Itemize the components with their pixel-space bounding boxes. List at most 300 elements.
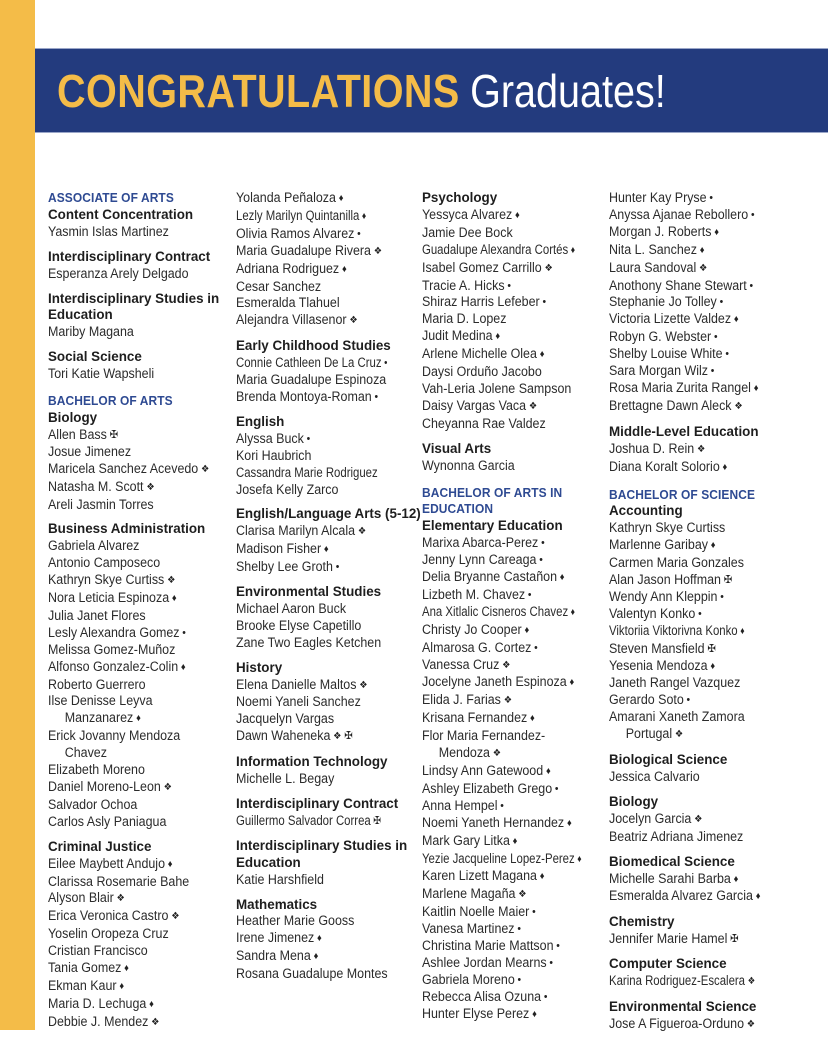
graduate-name-text: Mendoza: [438, 745, 490, 761]
graduate-name-text: Rebecca Alisa Ozuna: [422, 988, 542, 1004]
graduate-name: [236, 389, 426, 406]
graduate-name-text: Maria Guadalupe Espinoza: [236, 372, 387, 388]
graduate-name-text: Tori Katie Wapsheli: [48, 366, 155, 382]
bullet-marker-icon: •: [720, 590, 724, 603]
graduate-name: [236, 243, 426, 261]
cluster-marker-icon: ❖: [674, 729, 684, 741]
major-heading: Biology: [609, 793, 659, 809]
graduate-name: [48, 693, 238, 728]
graduate-name-text: Elida J. Farias: [422, 692, 501, 708]
graduate-name: [48, 814, 238, 831]
graduate-name: [609, 641, 799, 658]
graduate-name-text: Rosana Guadalupe Montes: [236, 966, 388, 982]
graduate-name: [48, 366, 238, 383]
graduate-name: [48, 797, 238, 814]
graduate-name-text: Gabriela Moreno: [422, 971, 515, 987]
column-4: [609, 190, 799, 1042]
major-group-content-concentration: [48, 207, 238, 241]
graduate-name: [48, 908, 238, 926]
major-group-interdisciplinary-studies-in-education: [48, 291, 238, 342]
graduate-name-text: Sara Morgan Wilz: [609, 363, 708, 379]
graduate-name-text: Jenny Lynn Careaga: [422, 552, 537, 568]
graduate-name-text: Ashlee Jordan Mearns: [422, 954, 547, 970]
graduate-name: [609, 278, 799, 295]
graduate-name: [48, 856, 238, 874]
graduate-name-text: Portugal: [625, 726, 673, 742]
graduate-name-text: Heather Marie Gooss: [236, 913, 355, 929]
graduate-name: [422, 851, 612, 869]
graduate-name: [422, 622, 612, 640]
graduate-name-text: Madison Fisher: [236, 541, 322, 557]
major-heading: English: [236, 413, 285, 429]
graduate-name: [236, 559, 426, 576]
bullet-marker-icon: •: [725, 348, 729, 361]
graduate-name: [236, 431, 426, 448]
diamond-marker-icon: ♦: [753, 382, 759, 394]
graduate-name-text: Kathryn Skye Curtiss: [48, 572, 165, 588]
graduate-name: [422, 552, 612, 569]
cross-marker-icon: ✠: [730, 933, 739, 946]
graduate-name-text: Josue Jimenez: [48, 443, 132, 459]
major-heading: Accounting: [609, 503, 683, 519]
major-group-early-childhood-studies: [236, 338, 426, 406]
graduate-name-text: Judit Medina: [422, 328, 493, 344]
bullet-marker-icon: •: [543, 990, 548, 1003]
bullet-marker-icon: •: [507, 279, 511, 292]
graduate-name: [609, 623, 799, 641]
graduate-name: [422, 868, 612, 886]
graduate-name-text: Joshua D. Rein: [609, 440, 695, 456]
graduate-name-text: Mariby Magana: [48, 324, 134, 340]
degree-heading-bachelor-of-science: BACHELOR OF SCIENCE: [609, 487, 756, 502]
diamond-marker-icon: ♦: [119, 980, 125, 992]
graduate-name-text: Delia Bryanne Castañon: [422, 569, 557, 585]
major-group-environmental-studies: [236, 584, 426, 652]
cluster-marker-icon: ❖: [746, 1018, 756, 1030]
graduate-name: [422, 657, 612, 675]
graduate-name-text: Vanessa Cruz: [422, 656, 500, 672]
major-group-elementary-education: [422, 518, 612, 1023]
graduate-name-text: Guadalupe Alexandra Cortés: [422, 241, 569, 257]
graduate-name-text: Hunter Elyse Perez: [422, 1005, 530, 1021]
graduate-name: [236, 541, 426, 559]
diamond-marker-icon: ♦: [559, 572, 565, 584]
column-2: [236, 190, 426, 991]
graduate-name: [236, 728, 426, 746]
graduate-name: [48, 427, 238, 444]
graduate-name-text: Areli Jasmin Torres: [48, 496, 154, 512]
graduate-name: [236, 261, 426, 279]
graduate-name-text: Krisana Fernandez: [422, 710, 528, 726]
graduate-name: [609, 675, 799, 692]
graduate-name-text: Robyn G. Webster: [609, 329, 712, 345]
diamond-marker-icon: ♦: [530, 713, 535, 725]
major-group-biology: [48, 410, 238, 513]
graduate-name-text: Anothony Shane Stewart: [609, 277, 747, 293]
graduate-name: [48, 572, 238, 590]
graduate-name: [422, 328, 612, 346]
graduate-name-text: Mark Gary Litka: [422, 832, 510, 848]
major-heading: Elementary Education: [422, 518, 563, 534]
major-group-interdisciplinary-contract: [236, 796, 426, 830]
cross-marker-icon: ✠: [723, 574, 733, 587]
cluster-marker-icon: ❖: [151, 1016, 160, 1028]
diamond-marker-icon: ♦: [733, 314, 739, 326]
gold-side-stripe: [0, 0, 35, 1030]
cluster-marker-icon: ❖: [373, 245, 383, 257]
graduate-name: [609, 589, 799, 606]
graduate-name-text: Rosa Maria Zurita Rangel: [609, 379, 751, 395]
major-group-continued: [236, 190, 426, 330]
graduate-name-text: Esmeralda Tlahuel: [236, 295, 340, 311]
diamond-marker-icon: ♦: [699, 244, 705, 256]
graduate-name-text: Kaitlin Noelle Maier: [422, 904, 530, 920]
graduate-name-text: Natasha M. Scott: [48, 478, 144, 494]
bullet-marker-icon: •: [714, 331, 718, 344]
graduate-name: [236, 711, 426, 728]
graduate-name-text: Lezly Marilyn Quintanilla: [236, 207, 360, 223]
column-1: [48, 190, 238, 1040]
major-group-social-science: [48, 349, 238, 383]
graduate-name: [48, 590, 238, 608]
major-group-mathematics: [236, 897, 426, 984]
graduate-name: [422, 955, 612, 972]
graduate-name: [422, 815, 612, 833]
cross-marker-icon: ✠: [109, 428, 119, 441]
graduate-name: [236, 694, 426, 711]
major-group-interdisciplinary-contract: [48, 249, 238, 283]
major-group-middle-level-education: [609, 424, 799, 477]
diamond-marker-icon: ♦: [180, 661, 186, 673]
graduate-name-text: Sandra Mena: [236, 948, 311, 964]
graduate-name: [609, 242, 799, 260]
cluster-marker-icon: ❖: [518, 889, 527, 901]
graduate-name: [236, 948, 426, 966]
graduate-name-text: Connie Cathleen De La Cruz: [236, 355, 382, 371]
graduate-name-text: Daysi Orduño Jacobo: [422, 364, 542, 380]
graduate-name: [48, 762, 238, 779]
graduate-name-text: Ilse Denisse Leyva: [48, 693, 153, 709]
graduate-name: [48, 224, 238, 241]
graduate-name: [609, 829, 799, 846]
cluster-marker-icon: ❖: [349, 315, 358, 327]
bullet-marker-icon: •: [539, 554, 543, 567]
diamond-marker-icon: ♦: [341, 263, 347, 275]
graduate-name-text: Wendy Ann Kleppin: [609, 588, 718, 604]
title-graduates: Graduates!: [470, 65, 666, 117]
graduate-name: [609, 224, 799, 242]
graduate-name: [48, 943, 238, 960]
cluster-marker-icon: ❖: [699, 262, 708, 274]
diamond-marker-icon: ♦: [515, 209, 520, 221]
diamond-marker-icon: ♦: [532, 1008, 537, 1020]
bullet-marker-icon: •: [517, 923, 521, 936]
graduate-name: [48, 874, 238, 891]
graduate-name: [236, 930, 426, 948]
graduate-name-text: Yezie Jacqueline Lopez-Perez: [422, 850, 575, 866]
graduate-name: [48, 538, 238, 555]
major-group-english-language-arts-5-12: [236, 506, 426, 576]
graduate-name: [609, 888, 799, 906]
graduate-name-text: Marixa Abarca-Perez: [422, 535, 539, 551]
graduate-name-text: Yesenia Mendoza: [609, 657, 708, 673]
bullet-marker-icon: •: [500, 799, 504, 812]
graduate-name-text: Yessyca Alvarez: [422, 206, 513, 222]
graduate-name: [422, 989, 612, 1006]
bullet-marker-icon: •: [374, 390, 379, 403]
graduate-name-text: Arlene Michelle Olea: [422, 346, 537, 362]
graduate-name: [422, 535, 612, 552]
graduate-name: [422, 311, 612, 328]
major-group-accounting: [609, 503, 799, 744]
graduate-name-text: Allen Bass: [48, 426, 107, 442]
bullet-marker-icon: •: [556, 940, 560, 953]
cluster-marker-icon: ❖: [696, 443, 706, 455]
graduate-name: [422, 294, 612, 311]
cluster-marker-icon: ❖: [359, 679, 368, 691]
major-heading: Criminal Justice: [48, 838, 152, 854]
graduate-name-text: Maricela Sanchez Acevedo: [48, 460, 199, 476]
graduate-name-text: Lesly Alexandra Gomez: [48, 624, 180, 640]
bullet-marker-icon: •: [384, 357, 388, 370]
graduate-name: [609, 606, 799, 623]
graduate-name-text: Noemi Yaneth Hernandez: [422, 814, 565, 830]
bullet-marker-icon: •: [709, 192, 713, 204]
graduate-name: [422, 346, 612, 364]
graduate-name: [422, 278, 612, 295]
major-group-computer-science: [609, 956, 799, 991]
graduate-name-text: Kori Haubrich: [236, 447, 312, 463]
graduate-name-text: Karina Rodriguez-Escalera: [609, 973, 746, 989]
bullet-marker-icon: •: [542, 296, 547, 309]
graduate-name-text: Melissa Gomez-Muñoz: [48, 641, 176, 657]
major-group-continued: [609, 190, 799, 416]
graduate-name: [48, 461, 238, 479]
graduate-name-text: Diana Koralt Solorio: [609, 458, 720, 474]
graduate-name-text: Marlenne Garibay: [609, 537, 708, 553]
graduate-name: [422, 207, 612, 225]
bullet-marker-icon: •: [710, 365, 715, 378]
graduate-name-text: Carmen Maria Gonzales: [609, 555, 744, 571]
major-heading: Early Childhood Studies: [236, 338, 391, 354]
major-heading: Social Science: [48, 349, 142, 365]
graduate-name: [236, 635, 426, 652]
graduate-name-text: Jamie Dee Bock: [422, 224, 513, 240]
graduate-name-text: Jose A Figueroa-Orduno: [609, 1015, 744, 1031]
graduate-name-text: Anyssa Ajanae Rebollero: [609, 206, 749, 222]
diamond-marker-icon: ♦: [539, 871, 545, 883]
graduate-name: [422, 569, 612, 587]
graduate-name: [609, 190, 799, 207]
cluster-marker-icon: ❖: [502, 659, 511, 671]
graduate-name: [236, 523, 426, 541]
graduate-name: [48, 978, 238, 996]
bullet-marker-icon: •: [549, 956, 553, 969]
major-heading: Mathematics: [236, 896, 318, 912]
graduate-name: [609, 658, 799, 676]
graduate-name: [236, 355, 426, 372]
graduate-name: [609, 931, 799, 948]
diamond-marker-icon: ♦: [755, 891, 761, 903]
major-heading: Interdisciplinary Contract: [236, 796, 399, 811]
graduate-name: [422, 886, 612, 904]
graduate-name: [422, 710, 612, 728]
bullet-marker-icon: •: [306, 432, 311, 445]
graduate-name-text: Isabel Gomez Carrillo: [422, 259, 542, 275]
bullet-marker-icon: •: [182, 626, 186, 639]
graduate-name: [422, 938, 612, 955]
graduate-name-text: Lindsy Ann Gatewood: [422, 763, 544, 778]
diamond-marker-icon: ♦: [545, 766, 551, 777]
graduate-name-text: Elena Danielle Maltos: [236, 676, 357, 692]
graduate-name-text: Yoselin Oropeza Cruz: [48, 926, 169, 942]
diamond-marker-icon: ♦: [338, 193, 344, 204]
graduate-name-text: Janeth Rangel Vazquez: [609, 675, 741, 691]
graduate-name: [422, 587, 612, 604]
graduate-name: [236, 482, 426, 499]
graduate-name: [236, 872, 426, 889]
cluster-marker-icon: ❖: [167, 575, 176, 587]
graduate-name-text: Shelby Lee Groth: [236, 559, 333, 575]
graduate-name: [48, 1014, 238, 1032]
graduate-name-text: Katie Harshfield: [236, 871, 324, 887]
graduate-name: [48, 728, 238, 762]
graduate-name: [609, 692, 799, 709]
graduate-name: [609, 311, 799, 329]
graduate-name-text: Ashley Elizabeth Grego: [422, 780, 553, 796]
graduate-name-text: Kathryn Skye Curtiss: [609, 520, 726, 536]
diamond-marker-icon: ♦: [361, 210, 367, 222]
graduate-name: [609, 572, 799, 589]
graduate-name: [422, 763, 612, 781]
graduate-name: [609, 769, 799, 786]
graduate-name-text: Brooke Elyse Capetillo: [236, 617, 362, 633]
graduate-name-text: Jacquelyn Vargas: [236, 711, 335, 727]
graduate-name-text: Jocelyn Garcia: [609, 810, 692, 826]
graduate-name: [48, 890, 238, 908]
graduate-name-text: Maria D. Lechuga: [48, 995, 147, 1011]
graduate-name-text: Ana Xitlalic Cisneros Chavez: [422, 603, 569, 619]
graduate-name-text: Maria Guadalupe Rivera: [236, 242, 371, 258]
page-title: [57, 63, 666, 119]
graduate-name: [422, 921, 612, 938]
major-group-environmental-science: [609, 999, 799, 1034]
graduate-name: [422, 781, 612, 798]
graduate-name: [236, 226, 426, 243]
cluster-marker-icon: ❖: [503, 695, 513, 707]
graduate-name: [609, 260, 799, 278]
graduate-name: [609, 329, 799, 346]
graduate-name-text: Jocelyne Janeth Espinoza: [422, 674, 567, 690]
major-group-visual-arts: [422, 441, 612, 475]
graduate-name: [609, 709, 799, 744]
graduate-name: [236, 448, 426, 465]
graduate-name-text: Brenda Montoya-Roman: [236, 388, 372, 404]
graduate-name: [48, 960, 238, 978]
graduate-name-text: Roberto Guerrero: [48, 676, 146, 692]
diamond-marker-icon: ♦: [714, 226, 719, 238]
major-heading: Biological Science: [609, 752, 728, 768]
graduate-name: [236, 677, 426, 695]
graduate-name: [609, 1016, 799, 1034]
degree-heading-associate-of-arts: ASSOCIATE OF ARTS: [48, 191, 174, 205]
graduate-name-text: Noemi Yaneli Sanchez: [236, 694, 361, 710]
graduate-name-text: Stephanie Jo Tolley: [609, 294, 717, 310]
graduate-name-text: Nora Leticia Espinoza: [48, 590, 170, 606]
graduate-name-text: Carlos Asly Paniagua: [48, 813, 167, 829]
graduate-name-text: Steven Mansfield: [609, 640, 705, 656]
graduate-name-text: Esmeralda Alvarez Garcia: [609, 888, 753, 904]
major-heading: Biology: [48, 409, 98, 425]
diamond-marker-icon: ♦: [171, 593, 177, 605]
graduate-name-text: Ekman Kaur: [48, 977, 117, 993]
graduate-name-text: Zane Two Eagles Ketchen: [236, 634, 382, 650]
graduate-name: [48, 444, 238, 461]
graduate-name-text: Eilee Maybett Andujo: [48, 855, 166, 871]
major-heading: Business Administration: [48, 521, 206, 537]
graduate-name-text: Alan Jason Hoffman: [609, 572, 721, 588]
graduate-name: [609, 537, 799, 555]
major-group-chemistry: [609, 914, 799, 948]
graduate-name-text: Guillermo Salvador Correa: [236, 812, 371, 828]
bullet-marker-icon: •: [686, 694, 691, 707]
diamond-marker-icon: ♦: [512, 835, 518, 847]
graduate-name: [236, 913, 426, 930]
graduate-name: [609, 380, 799, 398]
graduate-name-text: Tania Gomez: [48, 960, 122, 976]
graduate-name: [236, 771, 426, 788]
major-heading: Visual Arts: [422, 440, 492, 456]
graduate-name-text: Michael Aaron Buck: [236, 600, 347, 616]
graduate-name: [609, 346, 799, 363]
graduate-name-text: Debbie J. Mendez: [48, 1013, 149, 1029]
graduate-name-text: Marlene Magaña: [422, 886, 516, 902]
diamond-marker-icon: ♦: [570, 606, 576, 618]
graduate-name: [609, 363, 799, 380]
graduate-name: [48, 642, 238, 659]
cross-marker-icon: ✠: [373, 814, 382, 827]
graduate-name: [422, 242, 612, 260]
graduate-name-text: Esperanza Arely Delgado: [48, 265, 189, 281]
major-group-interdisciplinary-studies-in-education: [236, 838, 426, 889]
graduate-name: [422, 692, 612, 710]
diamond-marker-icon: ♦: [710, 660, 716, 672]
graduate-name-text: Erick Jovanny Mendoza: [48, 728, 181, 744]
graduate-name: [48, 625, 238, 642]
graduate-name-text: Yasmin Islas Martinez: [48, 223, 169, 239]
graduate-name: [422, 1006, 612, 1024]
graduate-name-text: Clarissa Rosemarie Bahe: [48, 873, 190, 889]
graduate-name-text: Salvador Ochoa: [48, 796, 138, 812]
graduate-name: [236, 208, 426, 226]
graduate-name: [609, 398, 799, 416]
bullet-marker-icon: •: [357, 227, 361, 240]
cluster-marker-icon: ❖: [734, 400, 743, 412]
diamond-marker-icon: ♦: [733, 873, 739, 885]
major-heading: English/Language Arts (5-12): [236, 506, 421, 522]
diamond-marker-icon: ♦: [317, 933, 322, 945]
diamond-marker-icon: ♦: [136, 713, 141, 725]
graduate-name-text: Karen Lizett Magana: [422, 868, 537, 884]
diamond-marker-icon: ♦: [710, 540, 716, 552]
major-group-biological-science: [609, 752, 799, 786]
graduate-name: [422, 260, 612, 278]
major-heading: Interdisciplinary Contract: [48, 248, 211, 264]
graduate-name: [48, 324, 238, 341]
graduate-name: [422, 364, 612, 381]
diamond-marker-icon: ♦: [149, 998, 154, 1010]
graduate-name: [422, 798, 612, 815]
